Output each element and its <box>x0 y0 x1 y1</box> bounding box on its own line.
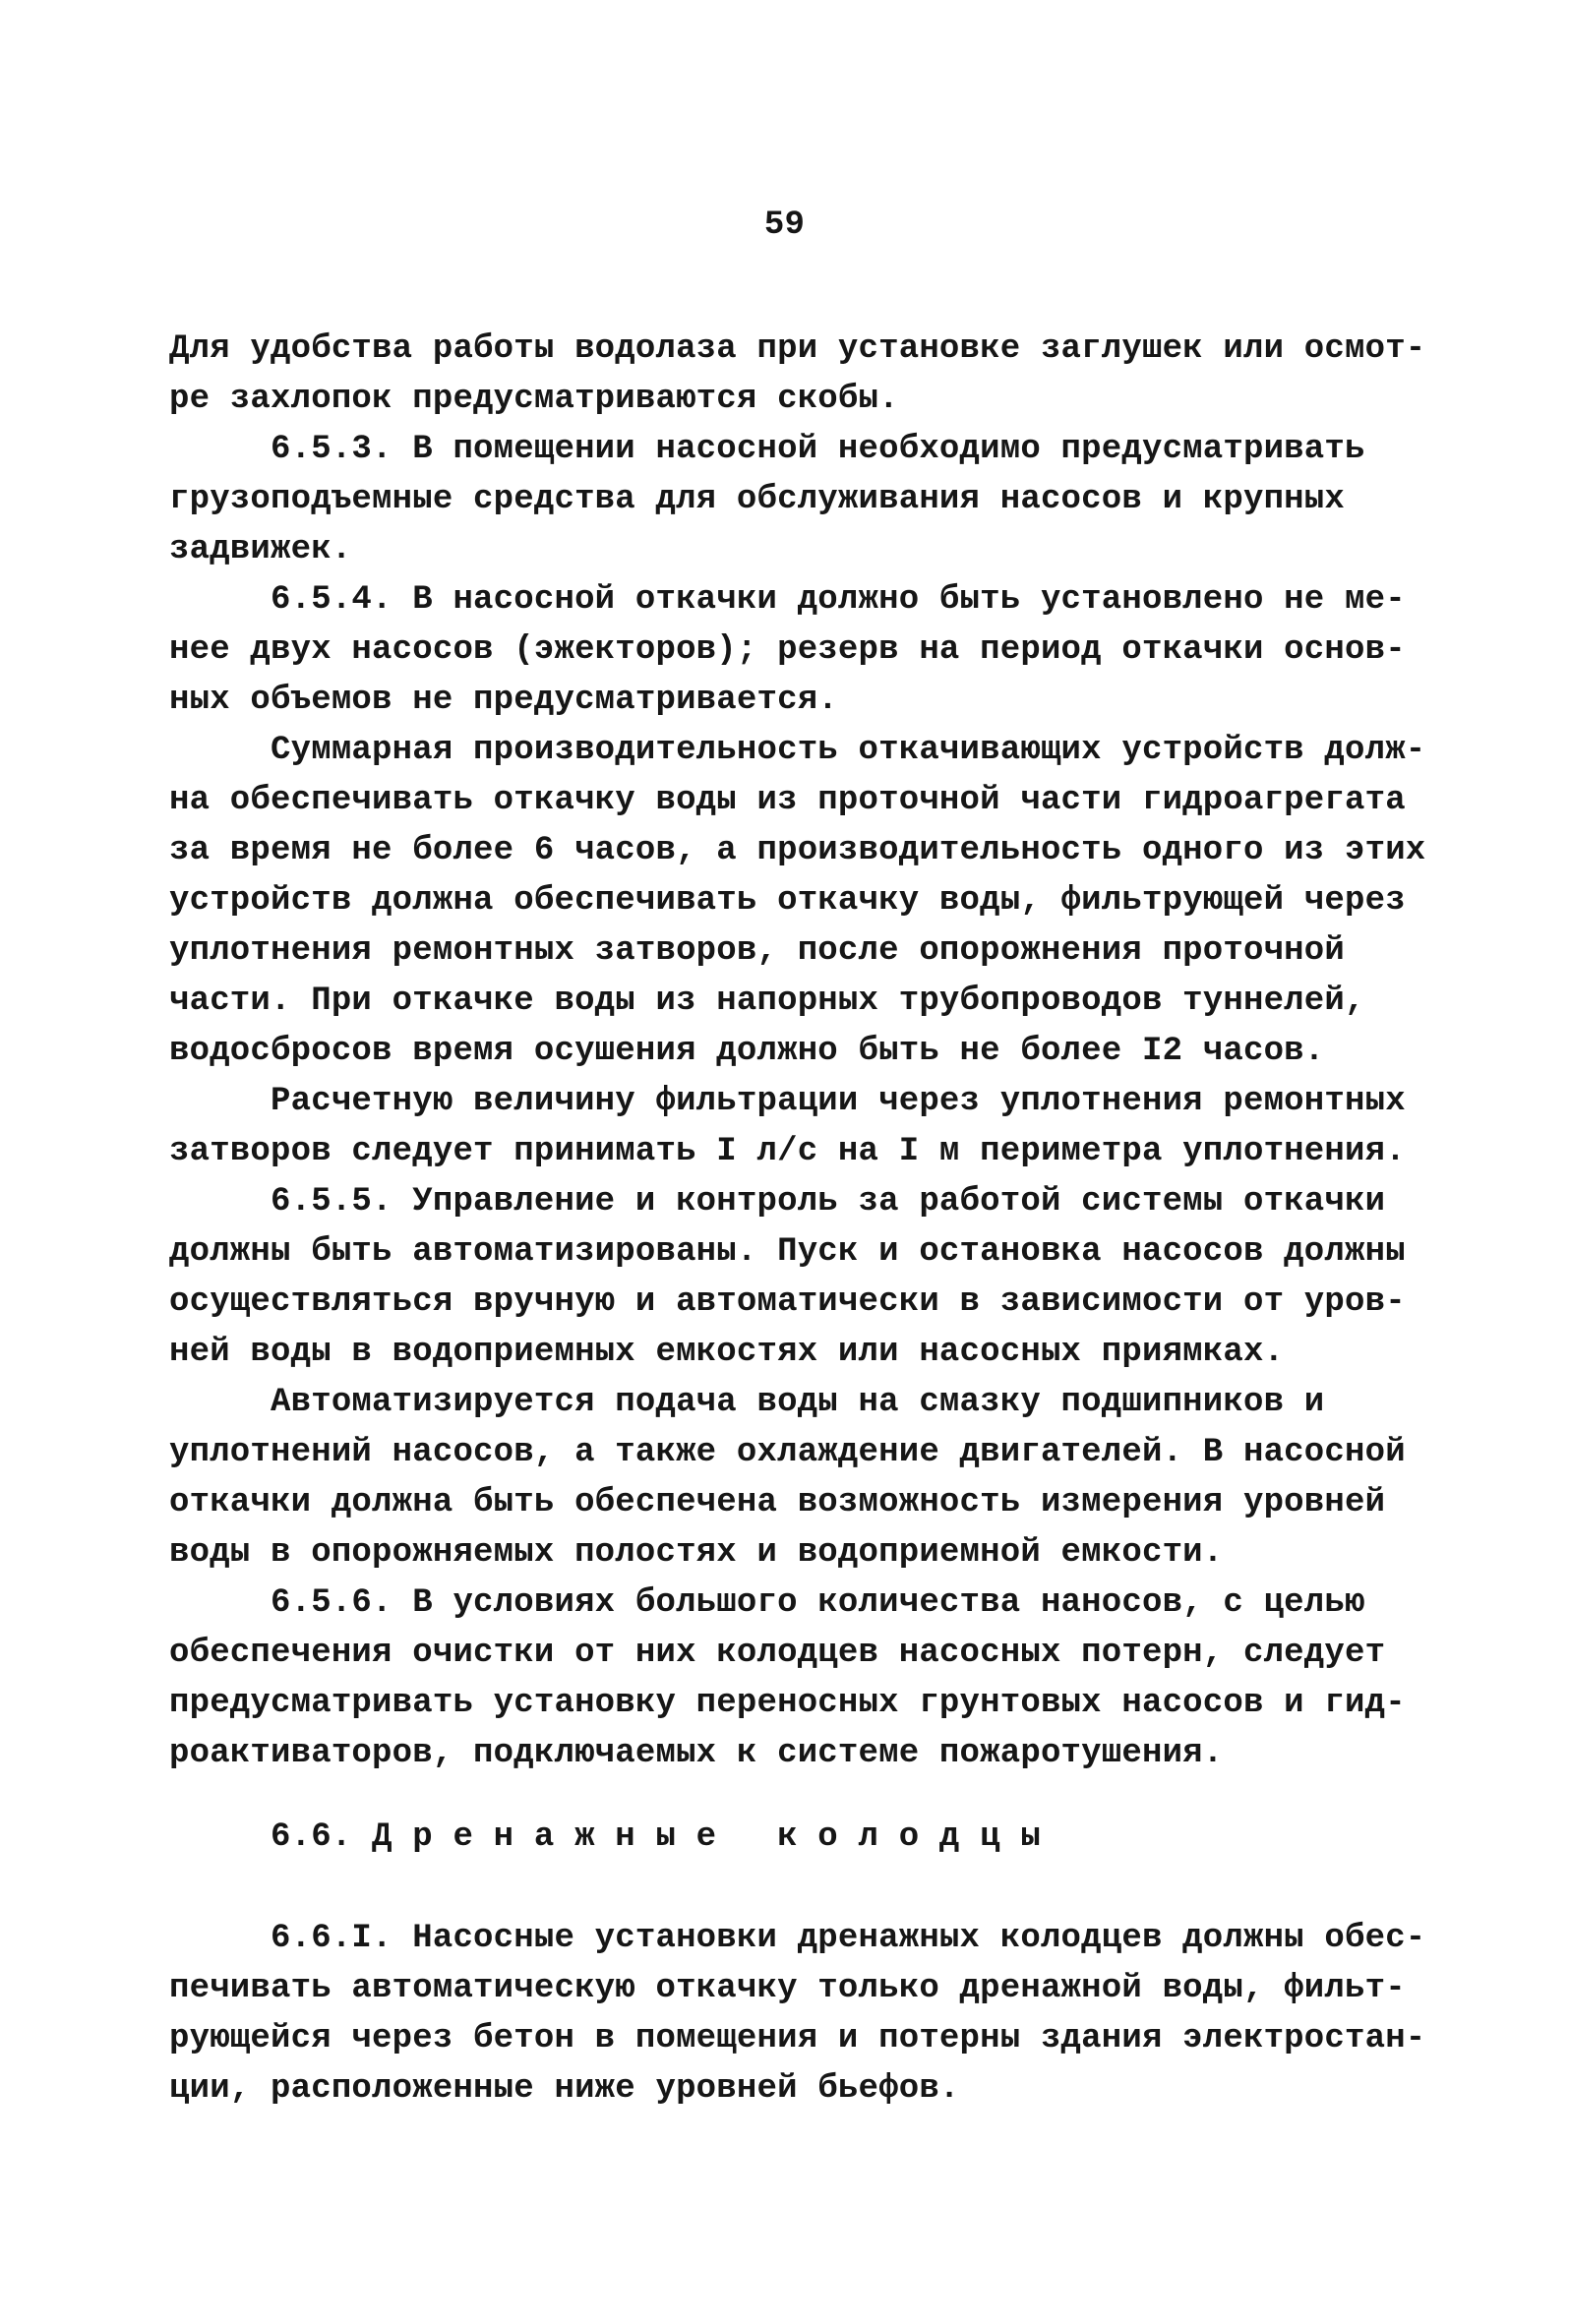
text-line: предусматривать установку переносных грунтовых насосов и гид- <box>169 1685 1406 1722</box>
text-line: водосбросов время осушения должно быть не более I2 часов. <box>169 1033 1325 1070</box>
text-line: грузоподъемные средства для обслуживания насосов и крупных <box>169 481 1345 518</box>
text-line: Расчетную величину фильтрации через уплотнения ремонтных <box>169 1083 1406 1120</box>
text-line: Суммарная производительность откачивающих устройств долж- <box>169 732 1426 769</box>
document-body <box>169 325 1448 2115</box>
text-line: устройств должна обеспечивать откачку воды, фильтрующей через <box>169 882 1406 920</box>
text-line: ре захлопок предусматриваются скобы. <box>169 381 899 418</box>
text-line: части. При откачке воды из напорных трубопроводов туннелей, <box>169 983 1365 1020</box>
text-line: Автоматизируется подача воды на смазку подшипников и <box>169 1384 1325 1421</box>
text-line: за время не более 6 часов, а производительность одного из этих <box>169 832 1426 869</box>
text-line: печивать автоматическую откачку только дренажной воды, фильт- <box>169 1970 1406 2007</box>
section-heading: 6.6. Д р е н а ж н ы е к о л о д ц ы <box>169 1818 1041 1856</box>
text-line: ции, расположенные ниже уровней бьефов. <box>169 2070 960 2108</box>
text-line: ных объемов не предусматривается. <box>169 682 838 719</box>
text-line: Для удобства работы водолаза при установке заглушек или осмот- <box>169 330 1426 368</box>
text-line: должны быть автоматизированы. Пуск и остановка насосов должны <box>169 1233 1406 1271</box>
text-line: ней воды в водоприемных емкостях или насосных приямках. <box>169 1334 1285 1371</box>
text-line: обеспечения очистки от них колодцев насосных потерн, следует <box>169 1635 1386 1672</box>
text-line: затворов следует принимать I л/с на I м периметра уплотнения. <box>169 1133 1406 1170</box>
text-line: роактиваторов, подключаемых к системе пожаротушения. <box>169 1735 1224 1772</box>
text-line: уплотнения ремонтных затворов, после опорожнения проточной <box>169 932 1345 970</box>
text-line: воды в опорожняемых полостях и водоприемной емкости. <box>169 1534 1224 1572</box>
text-line: осуществляться вручную и автоматически в зависимости от уров- <box>169 1283 1406 1321</box>
text-line: нее двух насосов (эжекторов); резерв на период откачки основ- <box>169 631 1406 669</box>
text-line: 6.6.I. Насосные установки дренажных колодцев должны обес- <box>169 1920 1426 1957</box>
text-line: задвижек. <box>169 531 352 568</box>
text-line: 6.5.5. Управление и контроль за работой системы откачки <box>169 1183 1386 1221</box>
text-line: на обеспечивать откачку воды из проточной части гидроагрегата <box>169 782 1406 819</box>
text-line: откачки должна быть обеспечена возможность измерения уровней <box>169 1484 1386 1521</box>
page-number: 59 <box>763 207 806 244</box>
text-line: 6.5.4. В насосной откачки должно быть установлено не ме- <box>169 581 1406 619</box>
text-line: 6.5.3. В помещении насосной необходимо предусматривать <box>169 431 1365 468</box>
text-line: уплотнений насосов, а также охлаждение двигателей. В насосной <box>169 1434 1406 1471</box>
text-line: рующейся через бетон в помещения и потерны здания электростан- <box>169 2020 1426 2057</box>
text-line: 6.5.6. В условиях большого количества наносов, с целью <box>169 1584 1365 1622</box>
